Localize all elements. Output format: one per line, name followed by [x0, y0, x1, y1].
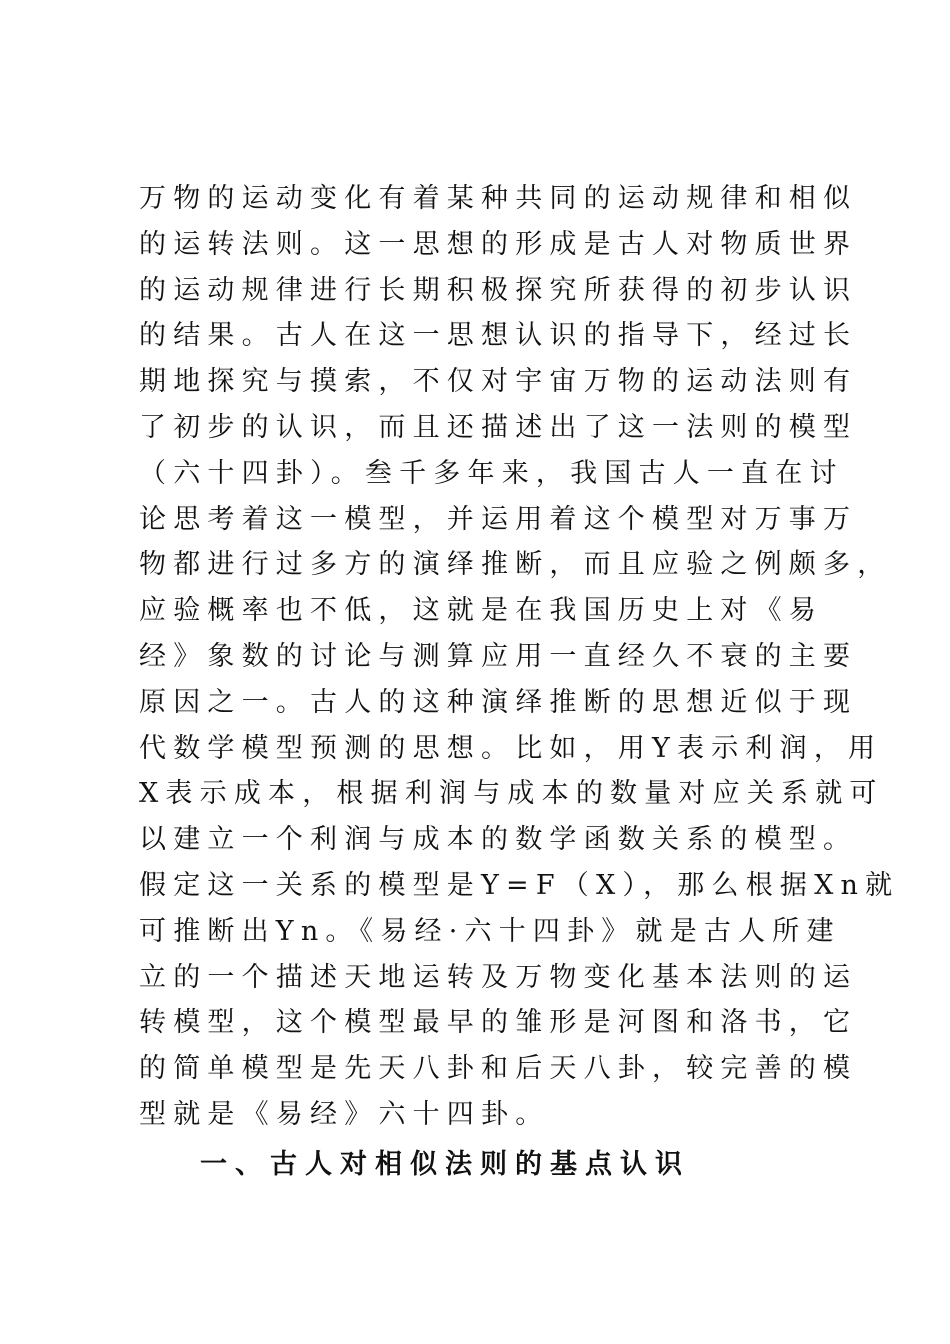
text-line: 的运动规律进行长期积极探究所获得的初步认识	[139, 274, 858, 306]
text-line: X表示成本，根据利润与成本的数量对应关系就可	[139, 778, 884, 810]
text-line: 型就是《易经》六十四卦。	[139, 1098, 550, 1130]
text-line: 期地探究与摸索，不仅对宇宙万物的运动法则有	[139, 366, 858, 398]
body-paragraph	[139, 176, 900, 1138]
text-line: 论思考着这一模型，并运用着这个模型对万事万	[139, 503, 858, 535]
text-line: 代数学模型预测的思想。比如，用Y表示利润，用	[139, 732, 883, 764]
text-line: 应验概率也不低，这就是在我国历史上对《易	[139, 595, 823, 627]
text-line: 物都进行过多方的演绎推断，而且应验之例颇多，	[139, 549, 892, 581]
text-line: 原因之一。古人的这种演绎推断的思想近似于现	[139, 686, 858, 718]
text-line: 假定这一关系的模型是Y=F（X），那么根据Xn就	[139, 869, 900, 901]
text-line: 转模型，这个模型最早的雏形是河图和洛书，它	[139, 1007, 858, 1039]
text-line: 的运转法则。这一思想的形成是古人对物质世界	[139, 228, 858, 260]
text-line: 立的一个描述天地运转及万物变化基本法则的运	[139, 961, 858, 993]
text-line: 可推断出Yn。《易经·六十四卦》就是古人所建	[139, 915, 841, 947]
text-line: 的结果。古人在这一思想认识的指导下，经过长	[139, 320, 858, 352]
section-heading: 一、古人对相似法则的基点认识	[200, 1149, 690, 1180]
text-line: 以建立一个利润与成本的数学函数关系的模型。	[139, 824, 858, 856]
text-line: 的简单模型是先天八卦和后天八卦，较完善的模	[139, 1053, 858, 1085]
text-line: （六十四卦）。叁千多年来，我国古人一直在讨	[139, 457, 844, 489]
text-line: 经》象数的讨论与测算应用一直经久不衰的主要	[139, 640, 858, 672]
text-line: 万物的运动变化有着某种共同的运动规律和相似	[139, 183, 858, 214]
text-line: 了初步的认识，而且还描述出了这一法则的模型	[139, 411, 858, 443]
